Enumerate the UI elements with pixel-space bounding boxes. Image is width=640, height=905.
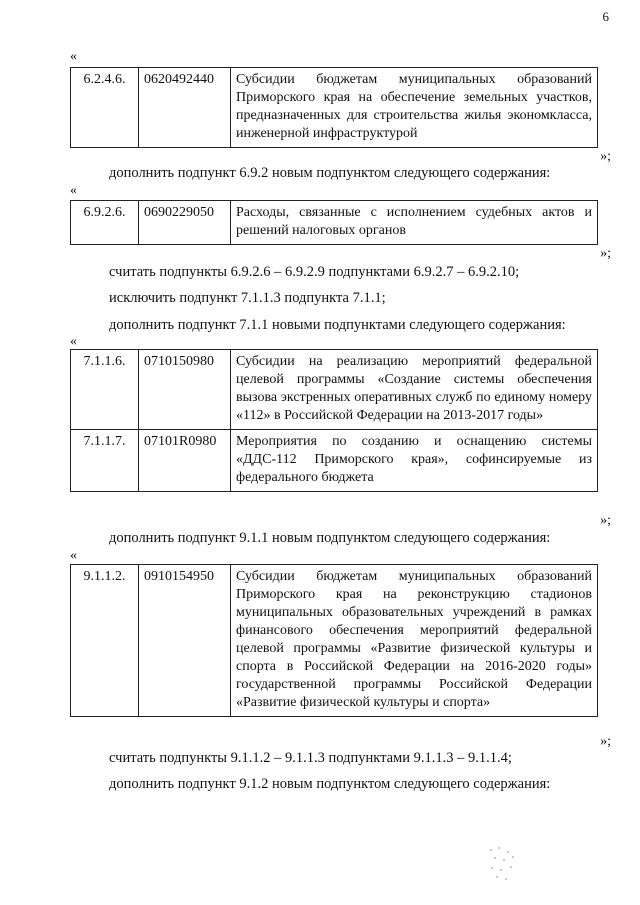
opening-quote: «: [70, 49, 77, 64]
item-code: 0910154950: [139, 565, 231, 717]
paragraph: считать подпункты 9.1.1.2 – 9.1.1.3 подпунктами 9.1.1.3 – 9.1.1.4;: [109, 750, 512, 766]
item-description: Субсидии бюджетам муниципальных образований Приморского края на обеспечение земельных участков, предназначенных для строительства жилья экономкласса, инженерной инфраструктурой: [231, 68, 598, 148]
item-code: 0710150980: [139, 350, 231, 430]
table-7-1-1: [70, 349, 598, 492]
paragraph: дополнить подпункт 7.1.1 новыми подпунктами следующего содержания:: [109, 317, 566, 333]
paragraph: дополнить подпункт 9.1.1 новым подпунктом следующего содержания:: [109, 530, 551, 546]
paragraph: дополнить подпункт 6.9.2 новым подпунктом следующего содержания:: [109, 165, 551, 181]
item-number: 9.1.1.2.: [71, 565, 139, 717]
table-6-9-2: [70, 200, 598, 245]
item-code: 0690229050: [139, 201, 231, 245]
paragraph: считать подпункты 6.9.2.6 – 6.9.2.9 подпунктами 6.9.2.7 – 6.9.2.10;: [109, 264, 520, 280]
item-description: Расходы, связанные с исполнением судебных актов и решений налоговых органов: [231, 201, 598, 245]
opening-quote: «: [70, 334, 77, 349]
table-6-2-4: [70, 67, 598, 148]
closing-quote: »;: [600, 149, 611, 164]
table-row: [71, 350, 598, 430]
opening-quote: «: [70, 183, 77, 198]
table-row: [71, 430, 598, 492]
item-number: 7.1.1.6.: [71, 350, 139, 430]
page-number: 6: [602, 9, 609, 24]
closing-quote: »;: [600, 734, 611, 749]
item-number: 6.2.4.6.: [71, 68, 139, 148]
item-number: 6.9.2.6.: [71, 201, 139, 245]
table-9-1-1: [70, 564, 598, 717]
closing-quote: »;: [600, 513, 611, 528]
table-row: [71, 201, 598, 245]
item-description: Мероприятия по созданию и оснащению системы «ДДС-112 Приморского края», софинсируемые из федерального бюджета: [231, 430, 598, 492]
scan-noise: [488, 845, 528, 885]
table-row: [71, 68, 598, 148]
item-number: 7.1.1.7.: [71, 430, 139, 492]
item-code: 07101R0980: [139, 430, 231, 492]
table-row: [71, 565, 598, 717]
item-description: Субсидии на реализацию мероприятий федеральной целевой программы «Создание системы обеспечения вызова экстренных оперативных служб по единому номеру «112» в Российской Федерации на 2013-2017 годы»: [231, 350, 598, 430]
item-description: Субсидии бюджетам муниципальных образований Приморского края на реконструкцию стадионов муниципальных образовательных учреждений в рамках финансового обеспечения мероприятий федеральной целевой программы «Развитие физической культуры и спорта в Российской Федерации на 2016-2020 годы» государственной программы Российской Федерации «Развитие физической культуры и спорта»: [231, 565, 598, 717]
paragraph: исключить подпункт 7.1.1.3 подпункта 7.1.1;: [109, 290, 386, 306]
paragraph: дополнить подпункт 9.1.2 новым подпунктом следующего содержания:: [109, 776, 551, 792]
opening-quote: «: [70, 548, 77, 563]
item-code: 0620492440: [139, 68, 231, 148]
closing-quote: »;: [600, 246, 611, 261]
